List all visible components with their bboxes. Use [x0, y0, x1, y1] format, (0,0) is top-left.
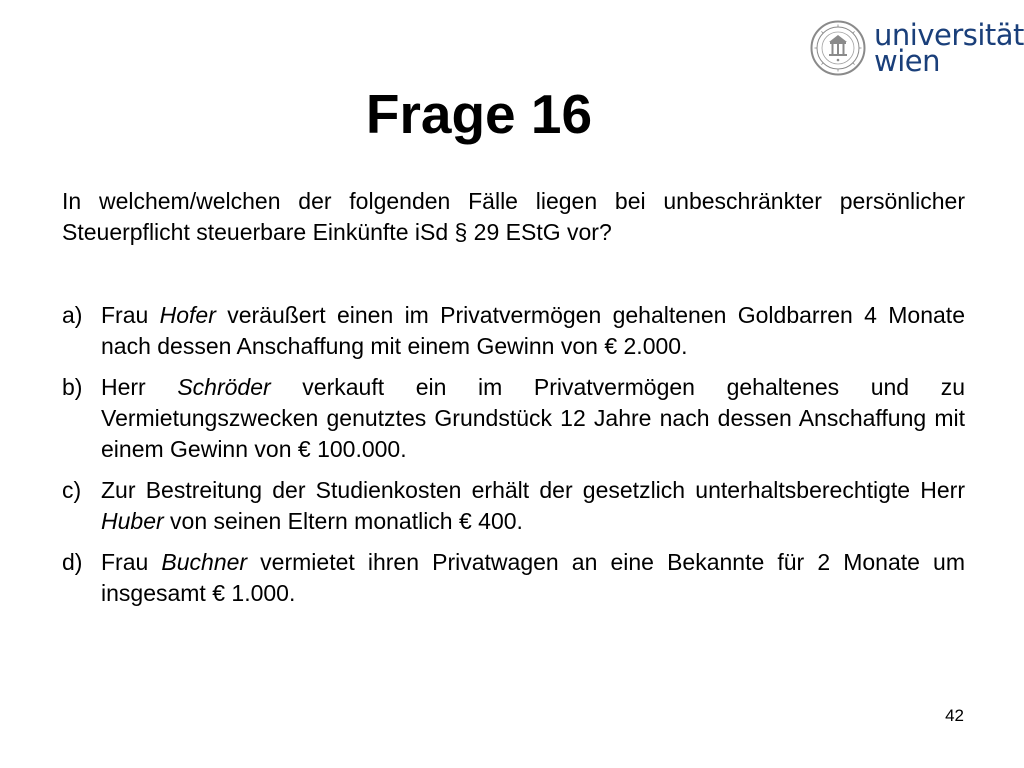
question-text: In welchem/welchen der folgenden Fälle liegen bei unbeschränkter persönlicher Steuerpflicht steuerbare Einkünfte iSd § 29 EStG vor?: [62, 188, 965, 245]
answer-text-after: verkauft ein im Privatvermögen gehaltenes und zu Vermietungszwecken genutztes Grundstück 12 Jahre nach dessen Anschaffung mit einem Gewinn von € 100.000.: [101, 374, 965, 462]
answer-letter: b): [62, 374, 83, 400]
answer-letter: c): [62, 477, 82, 503]
answer-list: [62, 300, 965, 619]
person-name: Hofer: [159, 302, 216, 328]
answer-letter: d): [62, 549, 83, 575]
university-logo: [810, 20, 1024, 76]
answer-text: [101, 372, 965, 465]
answer-text-after: von seinen Eltern monatlich € 400.: [163, 508, 523, 534]
wordmark-line1: universität: [874, 18, 1024, 52]
answer-text: [101, 547, 965, 609]
university-seal-icon: [810, 20, 866, 76]
answer-text: [101, 475, 965, 537]
answer-text-before: Frau: [101, 549, 162, 575]
person-name: Buchner: [161, 549, 248, 575]
answer-text-before: Herr: [101, 374, 178, 400]
answer-text-before: Zur Bestreitung der Studienkosten erhält der gesetzlich unterhaltsberechtigte Herr: [101, 477, 965, 503]
university-wordmark: [874, 18, 1024, 78]
wordmark-line2: wien: [874, 44, 940, 78]
answer-letter: a): [62, 302, 83, 328]
answer-text-after: vermietet ihren Privatwagen an eine Bekannte für 2 Monate um insgesamt € 1.000.: [101, 549, 966, 606]
person-name: Schröder: [177, 374, 271, 400]
answer-d: [62, 547, 965, 609]
page-number: 42: [945, 706, 964, 725]
answer-a: [62, 300, 965, 362]
answer-text-before: Frau: [101, 302, 160, 328]
person-name: Huber: [101, 508, 164, 534]
answer-b: [62, 372, 965, 465]
slide-title: Frage 16: [365, 83, 593, 145]
answer-text: [101, 300, 965, 362]
answer-c: [62, 475, 965, 537]
answer-text-after: veräußert einen im Privatvermögen gehaltenen Goldbarren 4 Monate nach dessen Anschaffung mit einem Gewinn von € 2.000.: [101, 302, 965, 359]
